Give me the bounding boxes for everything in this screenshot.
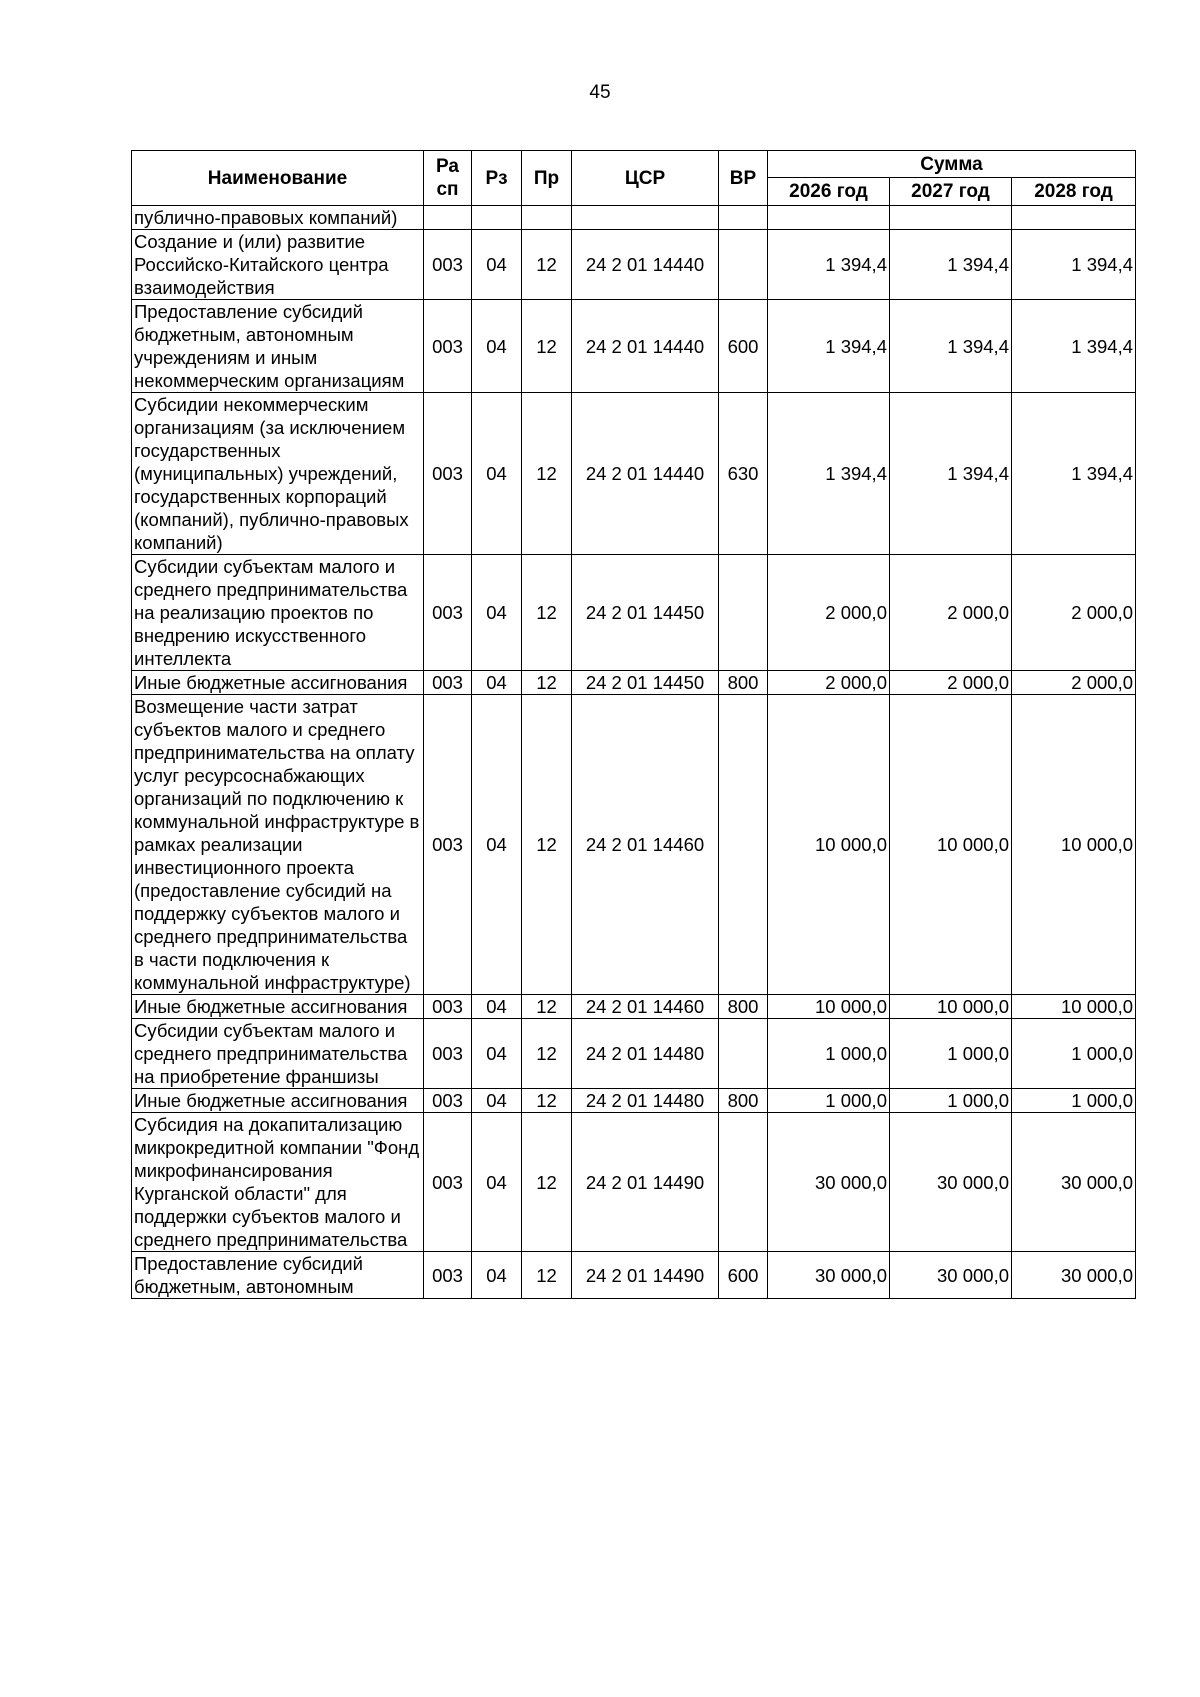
- cell-pr: [522, 206, 572, 230]
- cell-pr: 12: [522, 300, 572, 393]
- cell-csr: 24 2 01 14460: [572, 995, 719, 1019]
- table-row: [132, 206, 1136, 230]
- table-row: [132, 300, 1136, 393]
- cell-sum-2026: [768, 206, 890, 230]
- header-year-2026: 2026 год: [768, 178, 890, 206]
- header-year-2028: 2028 год: [1012, 178, 1136, 206]
- cell-csr: 24 2 01 14440: [572, 230, 719, 300]
- cell-sum-2027: 1 000,0: [890, 1089, 1012, 1113]
- cell-sum-2027: 1 394,4: [890, 230, 1012, 300]
- cell-vr: [719, 206, 768, 230]
- table-row: [132, 671, 1136, 695]
- cell-sum-2028: 1 394,4: [1012, 300, 1136, 393]
- header-pr: Пр: [522, 151, 572, 206]
- cell-rz: 04: [472, 671, 522, 695]
- cell-rasp: 003: [424, 1113, 472, 1252]
- cell-sum-2026: 1 394,4: [768, 393, 890, 555]
- cell-pr: 12: [522, 555, 572, 671]
- cell-sum-2028: 30 000,0: [1012, 1252, 1136, 1299]
- cell-sum-2027: 10 000,0: [890, 695, 1012, 995]
- cell-rz: 04: [472, 695, 522, 995]
- cell-pr: 12: [522, 695, 572, 995]
- cell-csr: 24 2 01 14490: [572, 1252, 719, 1299]
- cell-name: Иные бюджетные ассигнования: [132, 1089, 424, 1113]
- cell-sum-2028: 2 000,0: [1012, 671, 1136, 695]
- cell-csr: [572, 206, 719, 230]
- cell-pr: 12: [522, 1089, 572, 1113]
- cell-pr: 12: [522, 1019, 572, 1089]
- cell-name: публично-правовых компаний): [132, 206, 424, 230]
- cell-csr: 24 2 01 14440: [572, 393, 719, 555]
- table-body: [132, 206, 1136, 1299]
- cell-csr: 24 2 01 14460: [572, 695, 719, 995]
- cell-name: Субсидии субъектам малого и среднего предпринимательства на реализацию проектов по внедрению искусственного интеллекта: [132, 555, 424, 671]
- cell-rasp: 003: [424, 230, 472, 300]
- cell-rz: 04: [472, 1252, 522, 1299]
- cell-sum-2027: 2 000,0: [890, 555, 1012, 671]
- cell-sum-2028: 1 000,0: [1012, 1019, 1136, 1089]
- cell-rasp: 003: [424, 695, 472, 995]
- cell-csr: 24 2 01 14480: [572, 1019, 719, 1089]
- cell-vr: [719, 695, 768, 995]
- cell-rasp: 003: [424, 671, 472, 695]
- cell-rz: 04: [472, 555, 522, 671]
- cell-rz: 04: [472, 300, 522, 393]
- cell-sum-2028: 30 000,0: [1012, 1113, 1136, 1252]
- cell-csr: 24 2 01 14450: [572, 555, 719, 671]
- cell-sum-2026: 10 000,0: [768, 695, 890, 995]
- cell-rasp: 003: [424, 555, 472, 671]
- cell-sum-2027: 1 000,0: [890, 1019, 1012, 1089]
- table-row: [132, 1113, 1136, 1252]
- cell-sum-2026: 1 000,0: [768, 1089, 890, 1113]
- header-rz: Рз: [472, 151, 522, 206]
- cell-pr: 12: [522, 393, 572, 555]
- cell-sum-2028: 10 000,0: [1012, 695, 1136, 995]
- cell-rasp: 003: [424, 995, 472, 1019]
- cell-vr: [719, 1113, 768, 1252]
- cell-name: Предоставление субсидий бюджетным, автономным учреждениям и иным некоммерческим организациям: [132, 300, 424, 393]
- cell-pr: 12: [522, 1113, 572, 1252]
- cell-csr: 24 2 01 14490: [572, 1113, 719, 1252]
- cell-name: Субсидии некоммерческим организациям (за исключением государственных (муниципальных) учреждений, государственных корпораций (компаний), публично-правовых компаний): [132, 393, 424, 555]
- cell-name: Возмещение части затрат субъектов малого и среднего предпринимательства на оплату услуг ресурсоснабжающих организаций по подключению к коммунальной инфраструктуре в рамках реализации инвестиционного проекта (предоставление субсидий на поддержку субъектов малого и среднего предпринимательства в части подключения к коммунальной инфраструктуре): [132, 695, 424, 995]
- cell-rz: 04: [472, 1113, 522, 1252]
- cell-sum-2026: 1 394,4: [768, 300, 890, 393]
- table-row: [132, 695, 1136, 995]
- cell-sum-2026: 30 000,0: [768, 1252, 890, 1299]
- cell-sum-2028: 1 394,4: [1012, 230, 1136, 300]
- cell-name: Иные бюджетные ассигнования: [132, 995, 424, 1019]
- cell-vr: [719, 1019, 768, 1089]
- header-rasp: Ра сп: [424, 151, 472, 206]
- header-vr: ВР: [719, 151, 768, 206]
- cell-sum-2028: 1 000,0: [1012, 1089, 1136, 1113]
- cell-rasp: 003: [424, 300, 472, 393]
- budget-table: [131, 150, 1136, 1299]
- cell-sum-2027: 10 000,0: [890, 995, 1012, 1019]
- cell-sum-2026: 30 000,0: [768, 1113, 890, 1252]
- cell-vr: 630: [719, 393, 768, 555]
- table-row: [132, 995, 1136, 1019]
- page-number: 45: [589, 82, 611, 103]
- cell-sum-2026: 1 394,4: [768, 230, 890, 300]
- cell-sum-2028: 2 000,0: [1012, 555, 1136, 671]
- cell-name: Иные бюджетные ассигнования: [132, 671, 424, 695]
- table-row: [132, 230, 1136, 300]
- table-row: [132, 393, 1136, 555]
- cell-csr: 24 2 01 14480: [572, 1089, 719, 1113]
- cell-pr: 12: [522, 671, 572, 695]
- cell-sum-2026: 1 000,0: [768, 1019, 890, 1089]
- cell-vr: [719, 230, 768, 300]
- cell-rz: 04: [472, 393, 522, 555]
- header-sum: Сумма: [768, 151, 1136, 178]
- cell-vr: 600: [719, 300, 768, 393]
- cell-name: Предоставление субсидий бюджетным, автономным: [132, 1252, 424, 1299]
- cell-pr: 12: [522, 1252, 572, 1299]
- cell-rasp: 003: [424, 1019, 472, 1089]
- header-year-2027: 2027 год: [890, 178, 1012, 206]
- cell-sum-2027: 30 000,0: [890, 1113, 1012, 1252]
- cell-vr: 600: [719, 1252, 768, 1299]
- cell-vr: 800: [719, 1089, 768, 1113]
- cell-sum-2027: 1 394,4: [890, 393, 1012, 555]
- cell-rz: 04: [472, 995, 522, 1019]
- cell-sum-2027: 30 000,0: [890, 1252, 1012, 1299]
- cell-csr: 24 2 01 14450: [572, 671, 719, 695]
- cell-rasp: 003: [424, 1252, 472, 1299]
- header-name: Наименование: [132, 151, 424, 206]
- cell-rasp: [424, 206, 472, 230]
- cell-sum-2027: 2 000,0: [890, 671, 1012, 695]
- cell-name: Субсидия на докапитализацию микрокредитной компании "Фонд микрофинансирования Курганской области" для поддержки субъектов малого и среднего предпринимательства: [132, 1113, 424, 1252]
- cell-sum-2027: [890, 206, 1012, 230]
- cell-rz: 04: [472, 230, 522, 300]
- cell-name: Субсидии субъектам малого и среднего предпринимательства на приобретение франшизы: [132, 1019, 424, 1089]
- cell-vr: [719, 555, 768, 671]
- cell-rasp: 003: [424, 393, 472, 555]
- cell-rasp: 003: [424, 1089, 472, 1113]
- cell-sum-2027: 1 394,4: [890, 300, 1012, 393]
- cell-sum-2026: 10 000,0: [768, 995, 890, 1019]
- cell-pr: 12: [522, 995, 572, 1019]
- cell-csr: 24 2 01 14440: [572, 300, 719, 393]
- cell-sum-2028: 1 394,4: [1012, 393, 1136, 555]
- table-row: [132, 1252, 1136, 1299]
- cell-sum-2026: 2 000,0: [768, 671, 890, 695]
- cell-sum-2026: 2 000,0: [768, 555, 890, 671]
- cell-vr: 800: [719, 995, 768, 1019]
- cell-pr: 12: [522, 230, 572, 300]
- cell-sum-2028: [1012, 206, 1136, 230]
- cell-rz: 04: [472, 1089, 522, 1113]
- table-row: [132, 1089, 1136, 1113]
- cell-vr: 800: [719, 671, 768, 695]
- table-row: [132, 1019, 1136, 1089]
- header-csr: ЦСР: [572, 151, 719, 206]
- cell-rz: 04: [472, 1019, 522, 1089]
- cell-rz: [472, 206, 522, 230]
- table-row: [132, 555, 1136, 671]
- cell-name: Создание и (или) развитие Российско-Китайского центра взаимодействия: [132, 230, 424, 300]
- cell-sum-2028: 10 000,0: [1012, 995, 1136, 1019]
